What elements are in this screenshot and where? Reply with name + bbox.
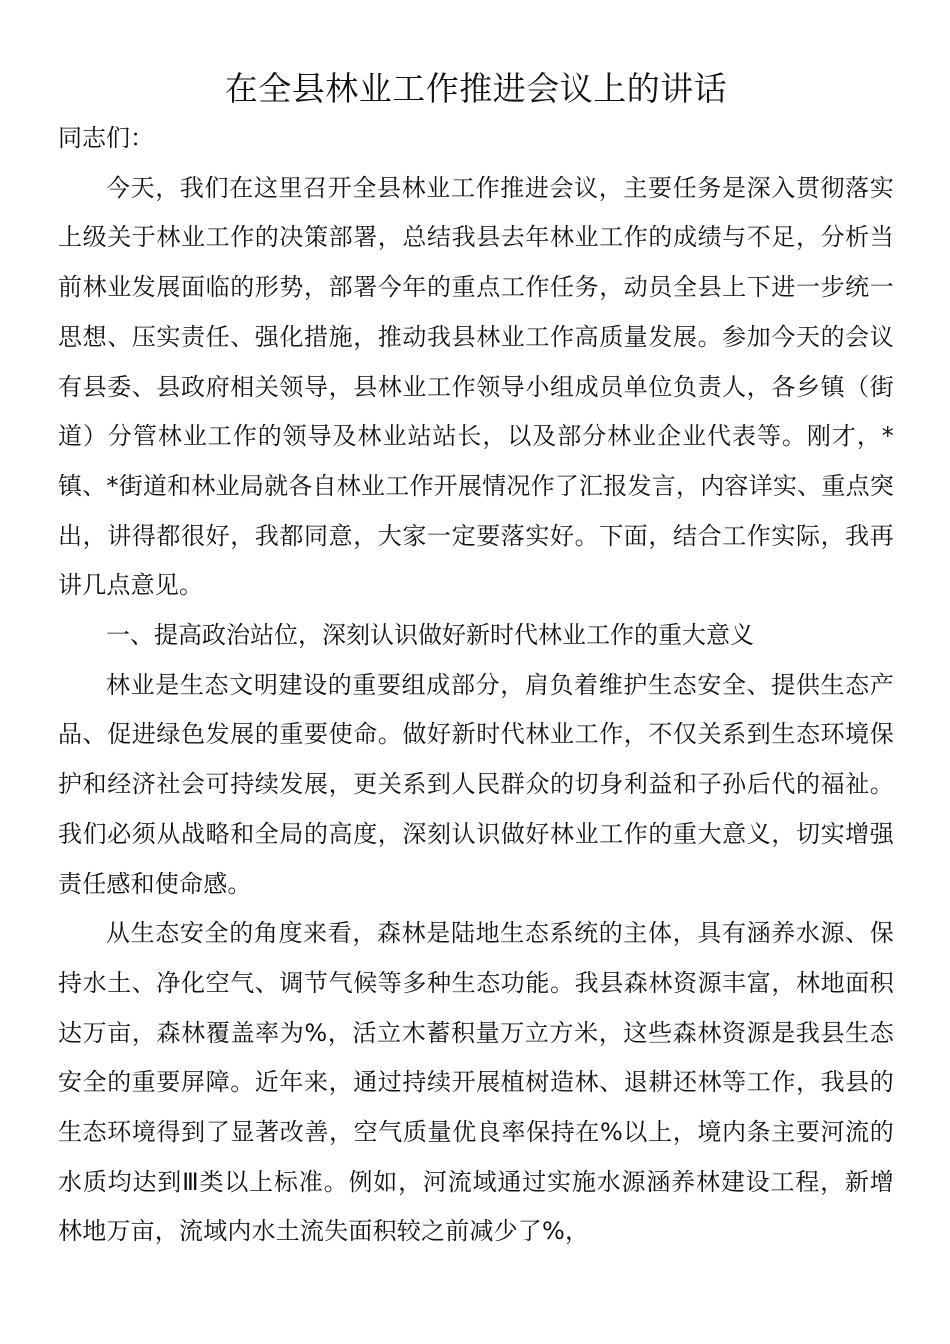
salutation: 同志们： — [58, 124, 154, 152]
section-1-paragraph-2: 从生态安全的角度来看，森林是陆地生态系统的主体，具有涵养水源、保持水土、净化空气、调节气候等多种生态功能。我县森林资源丰富，林地面积达万亩，森林覆盖率为%，活立木蓄积量万立方米，这些森林资源是我县生态安全的重要屏障。近年来，通过持续开展植树造林、退耕还林等工作，我县的生态环境得到了显著改善，空气质量优良率保持在%以上，境内条主要河流的水质均达到Ⅲ类以上标准。例如，河流域通过实施水源涵养林建设工程，新增林地万亩，流域内水土流失面积较之前减少了%， — [58, 919, 894, 1246]
section-heading-1: 一、提高政治站位，深刻认识做好新时代林业工作的重大意义 — [106, 621, 754, 650]
opening-paragraph: 今天，我们在这里召开全县林业工作推进会议，主要任务是深入贯彻落实上级关于林业工作的决策部署，总结我县去年林业工作的成绩与不足，分析当前林业发展面临的形势，部署今年的重点工作任务，动员全县上下进一步统一思想、压实责任、强化措施，推动我县林业工作高质量发展。参加今天的会议有县委、县政府相关领导，县林业工作领导小组成员单位负责人，各乡镇（街道）分管林业工作的领导及林业站站长，以及部分林业企业代表等。刚才，*镇、*街道和林业局就各自林业工作开展情况作了汇报发言，内容详实、重点突出，讲得都很好，我都同意，大家一定要落实好。下面，结合工作实际，我再讲几点意见。 — [58, 173, 894, 600]
document-title: 在全县林业工作推进会议上的讲话 — [224, 69, 728, 108]
section-1-paragraph-1: 林业是生态文明建设的重要组成部分，肩负着维护生态安全、提供生态产品、促进绿色发展的重要使命。做好新时代林业工作，不仅关系到生态环境保护和经济社会可持续发展，更关系到人民群众的切身利益和子孙后代的福祉。我们必须从战略和全局的高度，深刻认识做好林业工作的重大意义，切实增强责任感和使命感。 — [58, 670, 894, 898]
